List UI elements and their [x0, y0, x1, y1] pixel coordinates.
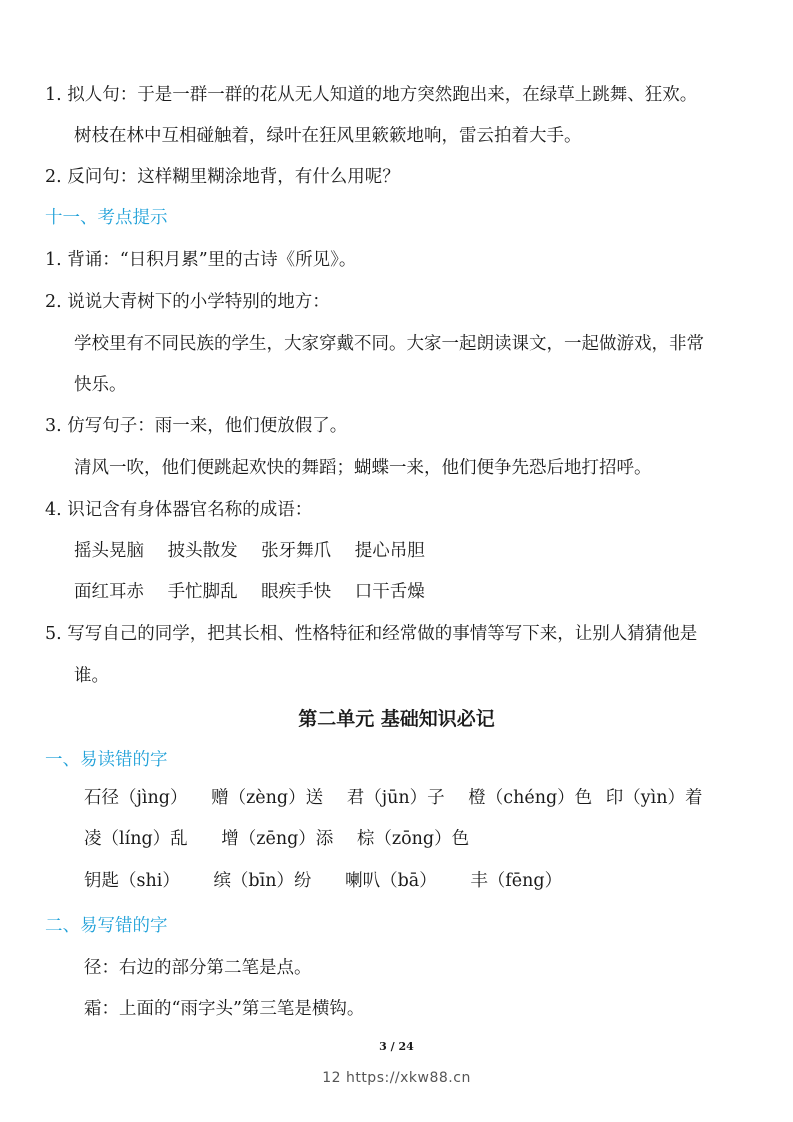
text-line: 2. 说说大青树下的小学特别的地方： — [45, 292, 330, 312]
pinyin-entry: 印（yìn）着 — [605, 788, 703, 808]
pinyin-entry: 石径（jìng） — [84, 788, 188, 808]
pinyin-entry: 橙（chéng）色 — [468, 788, 593, 808]
idiom-row — [74, 580, 425, 604]
idiom-row — [74, 539, 425, 563]
pinyin-entry: 喇叭（bā） — [345, 871, 437, 891]
text-line: 径：右边的部分第二笔是点。 — [84, 958, 312, 978]
unit-title: 第二单元 基础知识必记 — [298, 708, 495, 730]
text-line: 1. 拟人句：于是一群一群的花从无人知道的地方突然跑出来，在绿草上跳舞、狂欢。 — [45, 85, 698, 105]
idiom: 眼疾手快 — [261, 582, 332, 602]
idiom: 摇头晃脑 — [74, 541, 144, 561]
idiom: 面红耳赤 — [74, 582, 144, 602]
watermark-url: 12 https://xkw88.cn — [322, 1070, 471, 1086]
text-line: 清风一吹，他们便跳起欢快的舞蹈；蝴蝶一来，他们便争先恐后地打招呼。 — [74, 458, 652, 478]
section-heading: 一、易读错的字 — [45, 750, 168, 770]
text-line: 快乐。 — [74, 375, 127, 395]
page-number: 3 / 24 — [379, 1040, 414, 1053]
text-line: 树枝在林中互相碰触着，绿叶在狂风里簌簌地响，雷云拍着大手。 — [74, 126, 582, 146]
idiom: 张牙舞爪 — [261, 541, 332, 561]
pinyin-row — [84, 827, 469, 851]
pinyin-entry: 钥匙（shi） — [84, 871, 180, 891]
pinyin-entry: 君（jūn）子 — [346, 788, 445, 808]
text-line: 5. 写写自己的同学，把其长相、性格特征和经常做的事情等写下来，让别人猜猜他是 — [45, 624, 698, 644]
idiom: 披头散发 — [167, 541, 238, 561]
idiom: 口干舌燥 — [354, 582, 425, 602]
pinyin-entry: 增（zēng）添 — [221, 829, 334, 849]
pinyin-entry: 赠（zèng）送 — [211, 788, 324, 808]
pinyin-entry: 棕（zōng）色 — [356, 829, 470, 849]
text-line: 3. 仿写句子：雨一来，他们便放假了。 — [45, 416, 348, 436]
text-line: 霜：上面的“雨字头”第三笔是横钩。 — [84, 999, 365, 1019]
idiom: 手忙脚乱 — [167, 582, 238, 602]
text-line: 谁。 — [74, 666, 109, 686]
text-line: 1. 背诵：“日积月累”里的古诗《所见》。 — [45, 250, 357, 270]
text-line: 4. 识记含有身体器官名称的成语： — [45, 500, 313, 520]
pinyin-entry: 缤（bīn）纷 — [213, 871, 312, 891]
pinyin-entry: 凌（líng）乱 — [84, 829, 188, 849]
pinyin-entry: 丰（fēng） — [470, 871, 563, 891]
pinyin-row — [84, 786, 703, 810]
text-line: 2. 反问句：这样糊里糊涂地背，有什么用呢？ — [45, 167, 400, 187]
text-line: 学校里有不同民族的学生，大家穿戴不同。大家一起朗读课文，一起做游戏，非常 — [74, 334, 704, 354]
section-heading: 十一、考点提示 — [45, 208, 168, 228]
idiom: 提心吊胆 — [354, 541, 425, 561]
pinyin-row — [84, 869, 562, 893]
section-heading: 二、易写错的字 — [45, 916, 168, 936]
